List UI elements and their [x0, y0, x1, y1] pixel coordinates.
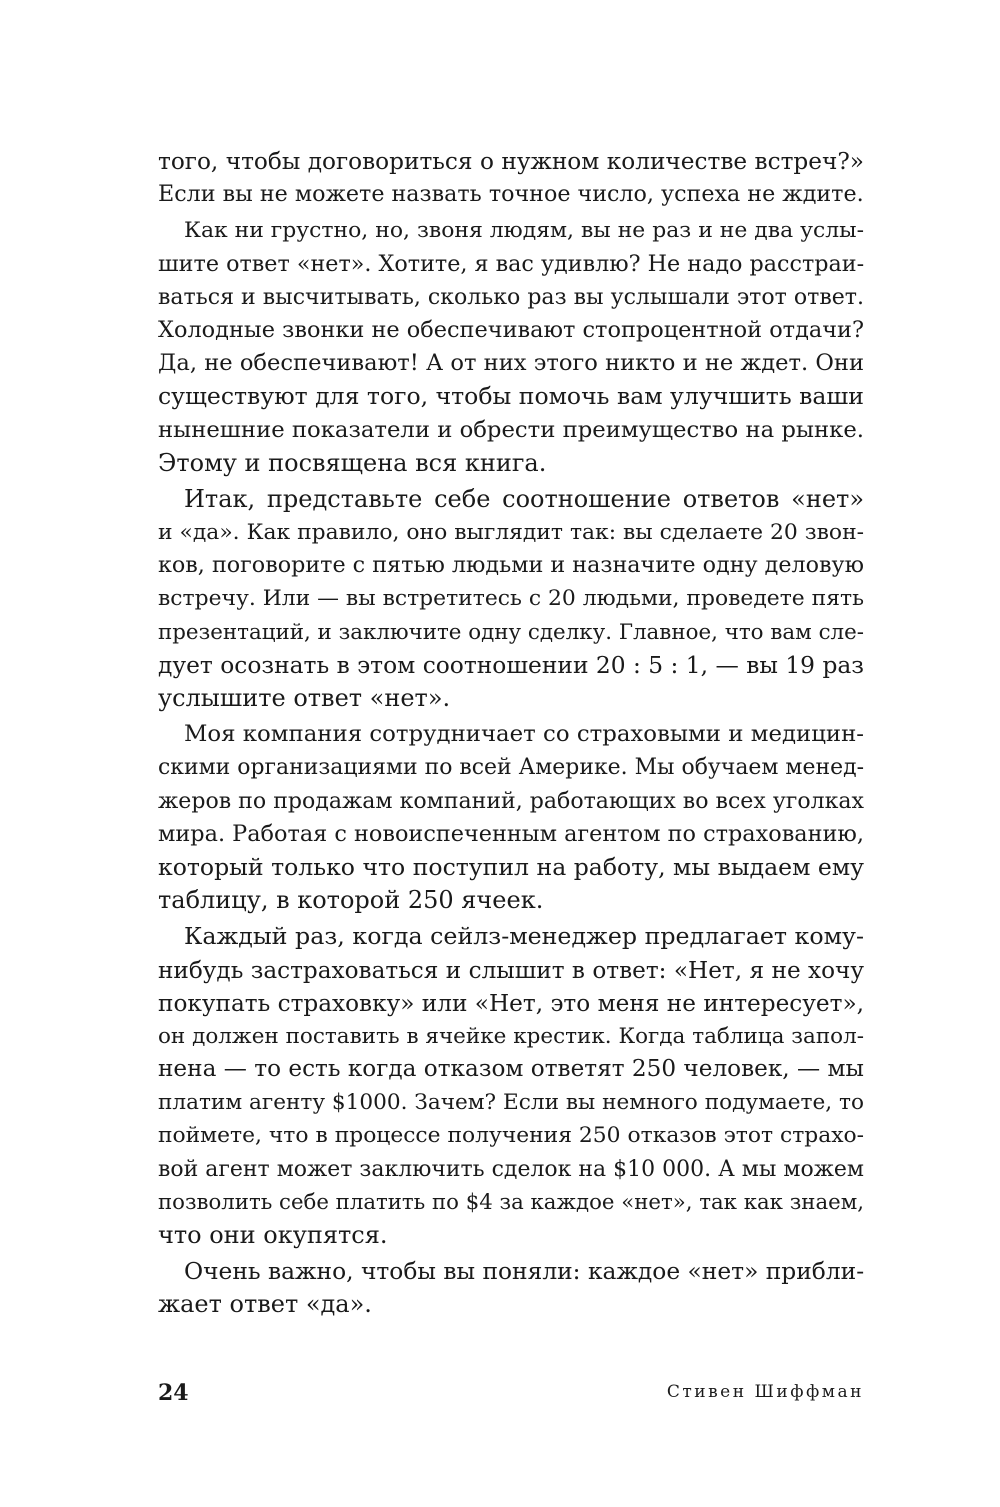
text-line: дует осознать в этом соотношении 20 : 5 : 1, — вы 19 раз: [158, 650, 865, 679]
text-line: таблицу, в которой 250 ячеек.: [158, 886, 544, 915]
paragraph-6: [158, 1255, 864, 1321]
paragraph-1: [158, 145, 864, 211]
text-line: поймете, что в процессе получения 250 отказов этот страхо-: [158, 1123, 864, 1149]
text-line: Этому и посвящена вся книга.: [158, 448, 547, 477]
page-number: 24: [158, 1380, 189, 1406]
text-line: услышите ответ «нет».: [158, 684, 451, 712]
text-line: Да, не обеспечивают! А от них этого никто и не ждет. Они: [158, 350, 864, 377]
text-line: Каждый раз, когда сейлз-менеджер предлагает кому-: [184, 922, 864, 951]
text-line: нена — то есть когда отказом ответят 250 человек, — мы: [158, 1056, 864, 1083]
text-line: Если вы не можете назвать точное число, успеха не ждите.: [158, 181, 864, 208]
text-line: презентаций, и заключите одну сделку. Главное, что вам сле-: [158, 619, 864, 645]
text-line: который только что поступил на работу, мы выдаем ему: [158, 852, 864, 881]
text-line: жеров по продажам компаний, работающих во всех уголках: [158, 788, 864, 814]
text-line: Очень важно, чтобы вы поняли: каждое «нет» прибли-: [184, 1257, 865, 1286]
text-line: ков, поговорите с пятью людьми и назначите одну деловую: [158, 552, 864, 579]
text-line: Холодные звонки не обеспечивают стопроцентной отдачи?: [158, 316, 864, 343]
text-line: шите ответ «нет». Хотите, я вас удивлю? Не надо расстраи-: [158, 250, 865, 277]
text-line: вой агент может заключить сделок на $10 000. А мы можем: [158, 1156, 864, 1182]
text-line: позволить себе платить по $4 за каждое «нет», так как знаем,: [158, 1189, 864, 1215]
paragraph-2: [158, 214, 864, 480]
text-line: Итак, представьте себе соотношение ответов «нет»: [184, 484, 864, 513]
paragraph-5: [158, 920, 864, 1252]
text-line: и «да». Как правило, оно выглядит так: вы сделаете 20 звон-: [158, 520, 864, 546]
text-line: покупать страховку» или «Нет, это меня не интересует»,: [158, 989, 864, 1017]
running-footer-author: Стивен Шиффман: [666, 1382, 864, 1402]
text-line: платим агенту $1000. Зачем? Если вы немного подумаете, то: [158, 1090, 864, 1116]
text-line: что они окупятся.: [158, 1221, 388, 1249]
text-line: нибудь застраховаться и слышит в ответ: «Нет, я не хочу: [158, 956, 864, 984]
text-line: скими организациями по всей Америке. Мы обучаем менед-: [158, 755, 864, 781]
paragraph-3: [158, 483, 864, 715]
paragraph-4: [158, 718, 864, 917]
body-text: [158, 145, 864, 1322]
text-line: существуют для того, чтобы помочь вам улучшить ваши: [158, 382, 864, 411]
page-footer: [158, 1380, 864, 1410]
text-line: нынешние показатели и обрести преимущество на рынке.: [158, 416, 864, 443]
text-line: он должен поставить в ячейке крестик. Когда таблица запол-: [158, 1023, 864, 1049]
text-line: жает ответ «да».: [158, 1290, 372, 1319]
text-line: того, чтобы договориться о нужном количестве встреч?»: [158, 148, 864, 175]
text-line: мира. Работая с новоиспеченным агентом по страхованию,: [158, 820, 864, 847]
text-line: встречу. Или — вы встретитесь с 20 людьми, проведете пять: [158, 586, 864, 612]
text-line: Как ни грустно, но, звоня людям, вы не раз и не два услы-: [184, 218, 864, 244]
text-line: Моя компания сотрудничает со страховыми и медицин-: [184, 721, 864, 748]
text-line: ваться и высчитывать, сколько раз вы услышали этот ответ.: [158, 284, 864, 310]
